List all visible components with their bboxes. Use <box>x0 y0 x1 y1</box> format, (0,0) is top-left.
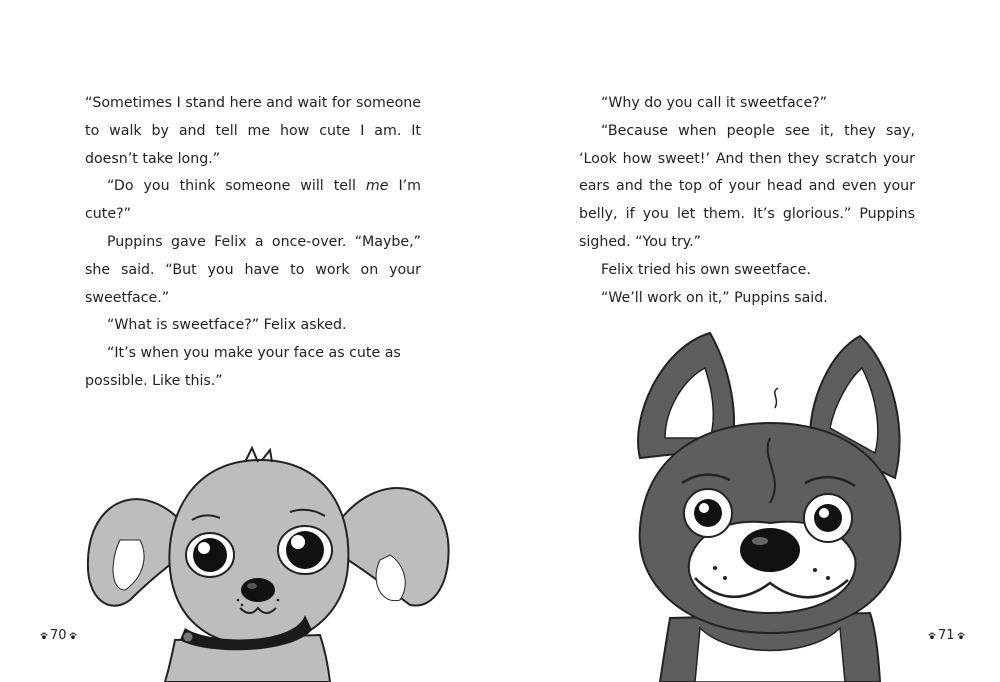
emphasis: me <box>365 178 389 195</box>
puppins-illustration <box>80 440 460 682</box>
paragraph: “Because when people see it, they say, ‘Look how sweet!’ And then they scratch your ears and the top of your head and even your belly, if you let them. It’s glorious.” Puppins sighed. “You try.” <box>579 122 915 250</box>
page-number-left: 70 <box>40 628 77 643</box>
right-page-text <box>579 90 915 312</box>
paragraph: Puppins gave Felix a once-over. “Maybe,” she said. “But you have to work on your sweetface.” <box>85 233 421 306</box>
right-page <box>500 0 1000 682</box>
paw-print-icon <box>40 632 48 640</box>
page-number-right: 71 <box>928 628 965 643</box>
left-page-text <box>85 90 421 396</box>
paragraph: “Why do you call it sweetface?” <box>601 95 828 111</box>
paragraph: “Do you think someone will tell me I’m cute?” <box>85 178 421 223</box>
paw-print-icon <box>928 632 936 640</box>
paragraph: “Sometimes I stand here and wait for someone to walk by and tell me how cute I am. It doesn’t take long.” <box>85 95 421 167</box>
paragraph: “What is sweetface?” Felix asked. <box>107 317 347 334</box>
paw-print-icon <box>957 632 965 640</box>
paragraph: “It’s when you make your face as cute as possible. Like this.” <box>85 345 401 389</box>
paragraph: Felix tried his own sweetface. <box>601 261 811 278</box>
felix-illustration <box>610 328 930 682</box>
paragraph: “We’ll work on it,” Puppins said. <box>601 289 828 306</box>
paw-print-icon <box>69 632 77 640</box>
